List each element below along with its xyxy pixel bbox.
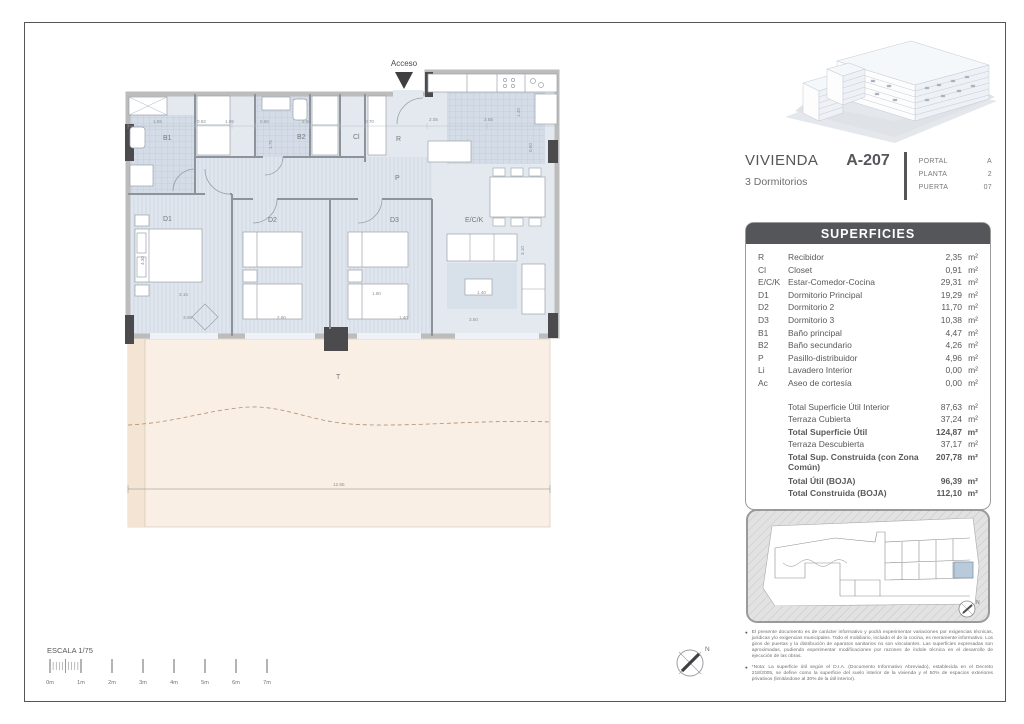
svg-text:2.05: 2.05 — [429, 117, 438, 122]
room-label-cl: Cl — [353, 134, 360, 141]
superficies-row: B2 Baño secundario 4,26 m² — [758, 340, 978, 351]
svg-text:3.10: 3.10 — [520, 246, 525, 255]
acceso-entry — [391, 59, 418, 89]
superficies-total-row: Total Superficie Útil Interior 87,63 m² — [788, 401, 978, 412]
svg-text:1m: 1m — [77, 680, 85, 686]
superficies-total-row: Total Útil (BOJA) 96,39 m² — [788, 475, 978, 486]
site-road — [765, 606, 975, 618]
svg-text:2.80: 2.80 — [277, 315, 286, 320]
superficies-row: E/C/K Estar-Comedor-Cocina 29,31 m² — [758, 277, 978, 288]
superficies-row: Cl Closet 0,91 m² — [758, 264, 978, 275]
svg-text:0.60: 0.60 — [260, 119, 269, 124]
unit-code: A-207 — [846, 152, 890, 169]
unit-info-table — [919, 152, 992, 200]
superficies-row: D2 Dormitorio 2 11,70 m² — [758, 302, 978, 313]
superficies-total-row: Total Superficie Útil 124,87 m² — [788, 426, 978, 437]
highlighted-unit — [954, 562, 973, 578]
info-row-portal: PORTAL A — [918, 158, 992, 165]
disclaimer-bullet-2: ● *Nota: La superficie útil según el D.I.A. (Documento Informativo Abreviado), establecida en el Decreto 218/2005, se define como la superficie del suelo interior de la vivienda y el 50% de espacios exteriores privativos (limitándose al 30% de la útil interior). — [745, 665, 993, 682]
superficies-total-row: Terraza Cubierta 37,24 m² — [788, 414, 978, 425]
floor-plan — [125, 57, 565, 532]
unit-header — [745, 152, 992, 200]
room-label-d1: D1 — [163, 216, 172, 223]
svg-text:4.30: 4.30 — [140, 256, 145, 265]
svg-text:2m: 2m — [108, 680, 116, 686]
info-row-puerta: PUERTA 07 — [918, 184, 992, 191]
room-label-p: P — [395, 175, 400, 182]
svg-text:2.55: 2.55 — [484, 117, 493, 122]
superficies-total-row: Total Sup. Construida (con Zona Común) 207,78 m² — [788, 451, 978, 472]
scale-bar — [45, 642, 277, 690]
superficies-card — [745, 222, 991, 510]
svg-text:1.55: 1.55 — [153, 119, 162, 124]
scale-tick-labels — [46, 680, 271, 686]
svg-text:3.15: 3.15 — [179, 292, 188, 297]
superficies-row: Li Lavadero Interior 0,00 m² — [758, 365, 978, 376]
scale-ticks — [50, 659, 267, 673]
entry-arrow-icon — [395, 72, 413, 89]
room-label-d3: D3 — [390, 217, 399, 224]
svg-text:1.80: 1.80 — [372, 291, 381, 296]
svg-text:1.05: 1.05 — [225, 119, 234, 124]
superficies-title: SUPERFICIES — [746, 223, 990, 244]
dimension-label: 12.85 — [333, 482, 345, 487]
superficies-boja — [758, 476, 978, 501]
svg-text:1.40: 1.40 — [399, 315, 408, 320]
sofa — [447, 234, 517, 261]
room-label-eck: E/C/K — [465, 217, 484, 224]
svg-text:1.40: 1.40 — [477, 290, 486, 295]
svg-text:0.60: 0.60 — [528, 143, 533, 152]
north-label: N — [705, 646, 710, 653]
disclaimer-notes — [745, 630, 993, 688]
superficies-row: D1 Dormitorio Principal 19,29 m² — [758, 289, 978, 300]
superficies-rows — [758, 252, 978, 391]
superficies-totals — [758, 401, 978, 472]
svg-text:5m: 5m — [201, 680, 209, 686]
compass-icon — [662, 633, 726, 697]
room-label-b2: B2 — [297, 134, 306, 141]
room-label-terrace: T — [336, 374, 341, 381]
vivienda-label: VIVIENDA — [745, 152, 819, 169]
room-label-d2: D2 — [268, 217, 277, 224]
superficies-row: R Recibidor 2,35 m² — [758, 252, 978, 262]
superficies-total-row: Total Construida (BOJA) 112,10 m² — [788, 488, 978, 499]
unit-title-block — [745, 152, 890, 200]
superficies-row: P Pasillo-distribuidor 4,96 m² — [758, 352, 978, 363]
svg-text:3m: 3m — [139, 680, 147, 686]
bullet-icon: ● — [745, 665, 748, 670]
svg-text:7m: 7m — [263, 680, 271, 686]
superficies-row: D3 Dormitorio 3 10,38 m² — [758, 314, 978, 325]
header-divider — [904, 152, 907, 200]
scale-label: ESCALA 1/75 — [47, 646, 93, 655]
unit-subtitle: 3 Dormitorios — [745, 176, 808, 188]
entry-opening — [393, 90, 423, 98]
svg-text:6m: 6m — [232, 680, 240, 686]
superficies-row: B1 Baño principal 4,47 m² — [758, 327, 978, 338]
disclaimer-bullet-1: ● El presente documento es de carácter informativo y podrá experimentar variaciones por exigencias técnicas, jurídicas y/o exigencias municipales. Todo el mobiliario, incluido el de la cocina, es meramente informativo. Los giros de puertas y la distribución de aparatos sanitarios no son vinculantes. Las superficies expresadas son aproximadas, pudiendo experimentar modificaciones por razones de índole técnica en el desarrollo de ejecución de las obras. — [745, 630, 993, 659]
superficies-total-row: Terraza Descubierta 37,17 m² — [788, 439, 978, 450]
room-label-r: R — [396, 136, 402, 143]
building-render — [775, 25, 1000, 147]
svg-text:4m: 4m — [170, 680, 178, 686]
superficies-row: Ac Aseo de cortesía 0,00 m² — [758, 377, 978, 388]
bullet-icon: ● — [745, 630, 748, 635]
svg-text:1.40: 1.40 — [516, 108, 521, 117]
acceso-label: Acceso — [390, 59, 418, 68]
svg-text:2.50: 2.50 — [302, 119, 311, 124]
svg-text:0.82: 0.82 — [197, 119, 206, 124]
svg-text:3.50: 3.50 — [469, 317, 478, 322]
room-label-b1: B1 — [163, 135, 172, 142]
svg-text:0.70: 0.70 — [365, 119, 374, 124]
terrace — [128, 339, 550, 527]
svg-text:3.08: 3.08 — [183, 315, 192, 320]
site-north-label: N — [976, 600, 980, 606]
info-row-planta: PLANTA 2 — [918, 171, 992, 178]
svg-text:0m: 0m — [46, 680, 54, 686]
svg-text:1.75: 1.75 — [268, 140, 273, 149]
site-lot — [763, 518, 979, 606]
site-plan — [745, 508, 991, 624]
